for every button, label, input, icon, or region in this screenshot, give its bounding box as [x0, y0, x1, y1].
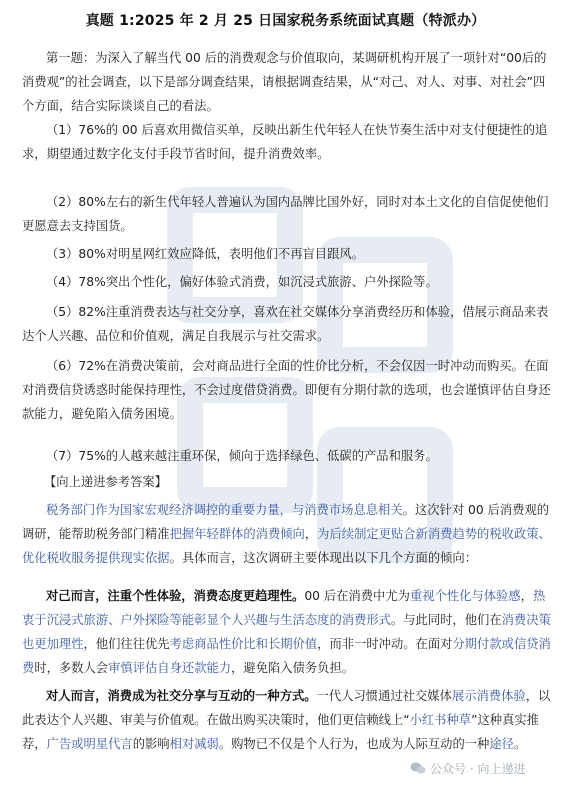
answer-p2-s15: ，而非一时冲动。在面对 — [317, 637, 453, 651]
answer-paragraph-1 — [22, 498, 552, 570]
answer-p2-s7: 重视个性化与体验感 — [409, 589, 521, 603]
survey-item-6: （6）72%在消费决策前，会对商品进行全面的性价比分析，不会仅因一时冲动而购买。在面对消费信贷诱惑时能保持理性，不会过度借贷消费。即便有分期付款的选项，也会谨慎评估自身还款能力，避免陷入债务困境。 — [22, 359, 551, 421]
answer-p1-s1: 税务部门作为国家宏观经济调控的重要力量， — [46, 503, 292, 517]
answer-p3-s3: 的 — [242, 689, 256, 703]
question-text: 第一题：为深入了解当代 00 后的消费观念与价值取向，某调研机构开展了一项针对“00后的消费观”的社会调查，以下是部分调查结果，请根据调查结果，从“对己、对人、对事、对社会”四个方面，结合实际谈谈自己的看法。 — [22, 51, 547, 113]
survey-item-2: （2）80%左右的新生代年轻人普遍认为国内品牌比国外好，同时对本土文化的自信促使他们更愿意去支持国货。 — [22, 195, 549, 233]
footer-brand-text: 公众号 · 向上递进 — [430, 761, 526, 776]
page-title: 真题 1:2025 年 2 月 25 日国家税务系统面试真题（特派办） — [85, 13, 486, 29]
answer-p3-s9: 小红书种草 — [409, 713, 472, 727]
answer-p1-s5: ， — [304, 527, 318, 541]
answer-p3-s16: 。 — [513, 737, 527, 751]
answer-p2-s9: 热衷于沉浸式旅游、户外探险等能 — [22, 589, 546, 627]
answer-p3-s7: 展示消费体验 — [451, 689, 526, 703]
answer-p3-s13: 相对减弱 — [169, 737, 219, 751]
answer-p3-s12: 的影响 — [132, 737, 170, 751]
survey-item-5: （5）82%注重消费表达与社交分享，喜欢在社交媒体分享消费经历和体验，借展示商品来表达个人兴趣、品位和价值观，满足自我展示与社交需求。 — [22, 305, 549, 343]
answer-p1-s3: 。这次针对 00 后消费观的调研，能帮助税务部门精准 — [22, 503, 550, 541]
answer-p3-s8: ，以此表达个人兴趣、审美与价值观。在做出购买决策时，他们更信赖线上“ — [22, 689, 551, 727]
survey-item-3: （3）80%对明星网红效应降低，表明他们不再盲目跟风。 — [46, 247, 364, 261]
answer-p2-s1: 对己而言，注重 — [46, 589, 133, 603]
answer-p2-s3: ，消费态度更趋 — [181, 589, 268, 603]
answer-p2-s17: 时，多数人会 — [34, 661, 109, 675]
answer-p1-s2: 与消费市场息息相关 — [291, 503, 403, 517]
answer-p2-s18: 审慎评估自身还款能力 — [108, 661, 232, 675]
answer-p3-s15: 途径 — [489, 737, 514, 751]
answer-p1-s4: 把握年轻群体的消费倾向 — [169, 527, 305, 541]
answer-p3-s6: 一代人习惯通过社交媒体 — [316, 689, 452, 703]
survey-item-7: （7）75%的人越来越注重环保，倾向于选择绿色、低碳的产品和服务。 — [46, 449, 438, 463]
answer-p1-s6: 为后续制定更贴合新消费趋势的税收政策、优化税收服务提供现实依据 — [22, 527, 551, 565]
answer-p3-s1: 对人而言，消费成为社交 — [46, 689, 182, 703]
answer-p2-s8: ， — [520, 589, 533, 603]
answer-p3-s10: ”这种真实推荐， — [22, 713, 539, 751]
answer-p2-s13: ，他们往往优先 — [83, 637, 170, 651]
answer-p2-s12: 消费决策也更加理性 — [22, 613, 551, 651]
answer-paragraph-2 — [22, 584, 552, 680]
answer-p2-s5: 。 — [292, 589, 305, 603]
answer-p2-s10: 彰显个人兴趣与生活态度的消费形式 — [194, 613, 391, 627]
answer-p2-s11: 。与此同时，他们在 — [390, 613, 502, 627]
answer-p2-s6: 00 后在消费中尤为 — [304, 589, 410, 603]
answer-paragraph-3 — [22, 684, 552, 756]
answer-header: 【向上递进参考答案】 — [44, 475, 167, 489]
answer-p2-s19: ，避免陷入债务负担。 — [231, 661, 355, 675]
wechat-icon — [410, 760, 426, 776]
survey-item-4: （4）78%突出个性化，偏好体验式消费，如沉浸式旅游、户外探险等。 — [46, 275, 438, 289]
survey-item-1: （1）76%的 00 后喜欢用微信买单，反映出新生代年轻人在快节奏生活中对支付便捷性的追求，期望通过数字化支付手段节省时间，提升消费效率。 — [22, 123, 548, 161]
answer-p3-s4: 一种方式 — [255, 689, 305, 703]
answer-p2-s14: 考虑商品性价比和长期价值 — [169, 637, 318, 651]
answer-p2-s2: 个性体验 — [132, 589, 182, 603]
answer-p2-s16: 分期付款或信贷消费 — [22, 637, 551, 675]
wechat-brand-mark — [410, 756, 560, 780]
answer-p3-s11: 广告或明星代言 — [46, 737, 133, 751]
answer-p3-s2: 分享与互动 — [181, 689, 243, 703]
answer-p2-s4: 理性 — [267, 589, 292, 603]
answer-p3-s5: 。 — [304, 689, 317, 703]
answer-p3-s14: 。购物已不仅是个人行为，也成为人际互动的一种 — [218, 737, 490, 751]
answer-p1-s7: 。具体而言，这次调研主要体现出以下几个方面的倾向： — [169, 551, 478, 565]
